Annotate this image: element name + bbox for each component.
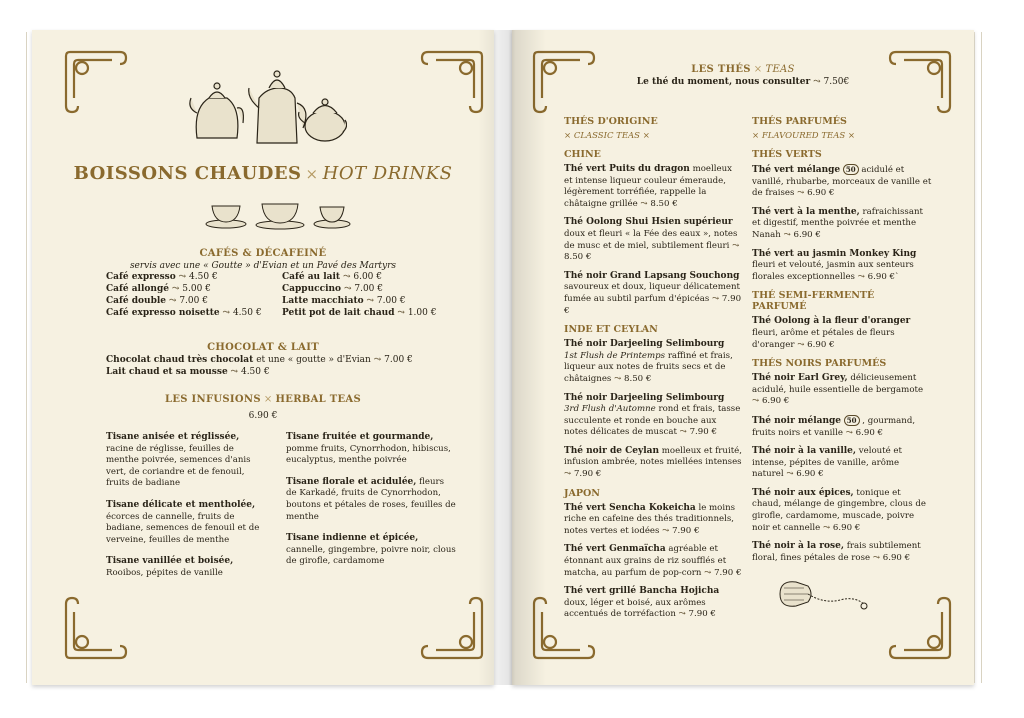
teas-flavoured-heading: THÉS PARFUMÉS xyxy=(752,116,847,127)
infusion-item xyxy=(286,477,456,523)
tea-item xyxy=(564,586,742,621)
tea-item-name: Thé noir Darjeeling Selimbourg xyxy=(564,392,725,403)
tea-item-desc: fleuri et velouté, jasmin aux senteurs florales exceptionnelles xyxy=(752,260,914,282)
chocolat-item-2-price: 4.50 € xyxy=(240,367,270,377)
arrow-icon: ⤳ xyxy=(845,427,853,438)
tea-item-price: 7.90 € xyxy=(689,427,717,438)
tea-item-name: Thé vert au jasmin Monkey King xyxy=(752,248,917,259)
arrow-icon: ⤳ xyxy=(797,339,805,350)
arrow-icon: ⤳ xyxy=(343,284,352,294)
page-title xyxy=(32,163,494,184)
infusion-item-desc: Rooibos, pépites de vanille xyxy=(106,567,223,578)
cafe-item xyxy=(106,283,276,295)
tea-item-name: Thé noir aux épices, xyxy=(752,487,854,498)
tea-infuser-illustration xyxy=(774,574,870,614)
cafes-list-left xyxy=(106,271,276,319)
cafe-item xyxy=(282,271,482,283)
chocolat-item-2 xyxy=(106,366,486,378)
infusion-item xyxy=(286,533,456,568)
tea-item-name: Thé vert mélange xyxy=(752,165,841,175)
tea-item xyxy=(752,207,932,242)
cafe-item-price: 5.00 € xyxy=(182,284,211,294)
cups-illustration xyxy=(204,198,354,230)
arrow-icon: ⤳ xyxy=(366,296,375,306)
tea-item-price: 6.90 € xyxy=(882,552,911,563)
teas-origin-subheading: × CLASSIC TEAS × xyxy=(564,131,650,141)
tea-item xyxy=(564,544,742,579)
cafe-item-name: Café double xyxy=(106,296,167,306)
tea-item-desc: savoureux et doux, liqueur délicatement fumée au subtil parfum d'épicéas xyxy=(564,282,740,304)
corner-ornament-top-right xyxy=(420,44,490,114)
infusions-column-2 xyxy=(286,432,456,578)
tea-item-desc: tonique et chaud, mélange de gingembre, clous de girofle, cardamome, muscade, poivre noir et cannelle xyxy=(752,487,926,533)
infusion-item-name: Tisane anisée et réglissée, xyxy=(106,432,240,442)
tea-item xyxy=(564,217,742,263)
tea-item-badge: 50 xyxy=(843,164,859,175)
tea-item-desc: doux, léger et boisé, aux arômes accentués de torréfaction xyxy=(564,597,706,620)
teas-heading-sep: × xyxy=(753,64,763,75)
cafe-item xyxy=(106,295,276,307)
infusion-item-desc: racine de réglisse, feuilles de menthe poivrée, semences d'anis vert, de coriandre et de fenouil, fruits de badiane xyxy=(106,443,251,489)
cafe-item-price: 7.00 € xyxy=(354,284,383,294)
cafes-note: servis avec une « Goutte » d'Evian et un Pavé des Martyrs xyxy=(129,261,397,271)
arrow-icon: ⤳ xyxy=(679,427,687,438)
semi-fermented-heading: THÉ SEMI-FERMENTÉ PARFUMÉ xyxy=(752,290,875,313)
tea-item xyxy=(752,249,932,284)
tea-item-price: 8.50 € xyxy=(624,373,652,384)
infusion-item-name: Tisane vanillée et boisée, xyxy=(106,556,234,567)
arrow-icon: ⤳ xyxy=(222,308,231,318)
tea-item-price: 7.90 € xyxy=(688,609,716,620)
tea-item-name: Thé vert grillé Bancha Hojicha xyxy=(564,586,720,597)
tea-item xyxy=(752,164,932,200)
tea-item-desc: fleuri, arôme et pétales de fleurs d'oranger xyxy=(752,327,895,350)
green-teas-heading: THÉS VERTS xyxy=(752,149,822,160)
tea-item xyxy=(564,446,742,481)
tea-item-price: 8.50 € xyxy=(650,198,678,209)
arrow-icon: ⤳ xyxy=(786,469,794,480)
tea-item xyxy=(752,373,932,408)
arrow-icon: ⤳ xyxy=(732,240,740,251)
infusions-price: 6.90 € xyxy=(248,411,278,421)
chocolat-item-2-name: Lait chaud et sa mousse xyxy=(106,367,228,377)
left-page xyxy=(32,30,494,685)
infusion-item-desc: écorces de cannelle, fruits de badiane, semences de fenouil et de verveine, feuilles de menthe xyxy=(106,511,260,545)
arrow-icon: ⤳ xyxy=(797,188,805,199)
infusion-item-name: Tisane délicate et mentholée, xyxy=(106,499,256,510)
right-page-edges xyxy=(974,32,982,683)
tea-item-desc: frais subtilement floral, fines pétales de rose xyxy=(752,541,921,563)
arrow-icon: ⤳ xyxy=(342,272,351,282)
arrow-icon: ⤳ xyxy=(857,271,865,282)
tea-item-price: 6.90 € xyxy=(761,396,790,407)
tea-item xyxy=(752,415,932,439)
tea-item-desc: agréable et étonnant aux grains de riz soufflés et matcha, au parfum de pop-corn xyxy=(564,544,727,578)
cafe-item-name: Café allongé xyxy=(106,284,169,294)
infusions-heading-sep: × xyxy=(263,394,273,405)
arrow-icon: ⤳ xyxy=(373,355,382,365)
tea-item-desc: doux et fleuri « la Fée des eaux », notes de musc et de miel, subtilement fleuri xyxy=(564,228,738,251)
tea-item xyxy=(564,393,742,439)
cafe-item-price: 6.00 € xyxy=(353,272,382,282)
arrow-icon: ⤳ xyxy=(178,272,187,282)
tea-item-name: Thé noir mélange xyxy=(752,415,842,426)
tea-item-name: Thé noir à la vanille, xyxy=(752,446,857,457)
tea-item-price: 6.90 € xyxy=(855,427,884,438)
black-teas-heading: THÉS NOIRS PARFUMÉS xyxy=(752,358,887,370)
cafe-item-name: Café au lait xyxy=(282,272,341,282)
tea-item-name: Thé noir Grand Lapsang Souchong xyxy=(564,270,740,281)
tea-item-desc: acidulé et vanillé, rhubarbe, morceaux de vanille et de fraises xyxy=(752,165,932,199)
arrow-icon: ⤳ xyxy=(397,308,405,318)
tea-item-price: 6.90 € xyxy=(793,229,821,240)
chocolat-heading: CHOCOLAT & LAIT xyxy=(207,342,319,353)
region-china-heading: CHINE xyxy=(564,149,601,160)
corner-ornament-bottom-right xyxy=(888,596,958,666)
corner-ornament-bottom-left xyxy=(58,596,128,666)
arrow-icon: ⤳ xyxy=(872,552,881,563)
tea-item-name: Thé Oolong à la fleur d'oranger xyxy=(752,316,911,327)
tea-item xyxy=(564,503,742,538)
infusions-heading-fr: LES INFUSIONS xyxy=(164,394,261,405)
region-japan-heading: JAPON xyxy=(564,487,600,499)
teapots-illustration xyxy=(187,68,347,148)
tea-item-price: 6.90 € xyxy=(807,188,835,199)
cafe-item-price: 4.50 € xyxy=(189,272,218,282)
tea-item-flush: 3rd Flush d'Automne xyxy=(564,404,656,415)
tea-item-desc: rond et frais, tasse succulente et ronde en bouche aux notes délicates de muscat xyxy=(564,404,741,438)
cafe-item xyxy=(106,271,276,283)
infusions-column-1 xyxy=(106,432,266,590)
infusion-item xyxy=(106,500,266,546)
arrow-icon: ⤳ xyxy=(614,373,622,384)
tea-item-desc: velouté et intense, pépites de vanille, arôme naturel xyxy=(752,446,902,480)
tea-item-price: 6.90 €` xyxy=(867,271,900,282)
tea-item-price: 6.90 € xyxy=(832,522,861,533)
tea-item-price: 6.90 € xyxy=(807,339,835,350)
tea-of-the-moment-price: 7.50€ xyxy=(823,77,850,87)
tea-item-desc: , gourmand, fruits noirs et vanille xyxy=(752,415,916,438)
infusion-item-desc: pomme fruits, Cynorrhodon, hibiscus, eucalyptus, menthe poivrée xyxy=(286,443,451,466)
title-en: HOT DRINKS xyxy=(322,163,453,184)
title-fr: BOISSONS CHAUDES xyxy=(73,163,302,184)
tea-item-desc: rafraichissant et digestif, menthe poivrée et menthe Nanah xyxy=(752,206,923,240)
tea-item xyxy=(564,339,742,385)
tea-item-price: 7.90 € xyxy=(573,469,602,480)
arrow-icon: ⤳ xyxy=(711,293,720,304)
tea-of-the-moment xyxy=(512,76,974,88)
cafe-item xyxy=(282,295,482,307)
arrow-icon: ⤳ xyxy=(230,367,239,377)
tea-item-price: 7.90 € xyxy=(564,293,742,316)
cafe-item xyxy=(282,307,482,319)
tea-item xyxy=(752,541,932,564)
arrow-icon: ⤳ xyxy=(704,567,712,578)
tea-item-badge: 50 xyxy=(844,415,860,426)
infusion-item-name: Tisane indienne et épicée, xyxy=(286,533,419,544)
tea-item-name: Thé vert Puits du dragon xyxy=(564,164,690,174)
arrow-icon: ⤳ xyxy=(783,229,791,240)
arrow-icon: ⤳ xyxy=(822,522,831,533)
corner-ornament-bottom-right xyxy=(420,596,490,666)
tea-item xyxy=(752,488,932,534)
tea-item-desc: le moins riche en cafeine des thés traditionnels, notes vertes et iodées xyxy=(564,502,736,536)
tea-item-name: Thé noir Earl Grey, xyxy=(752,373,848,384)
arrow-icon: ⤳ xyxy=(564,469,572,480)
infusion-item-desc: cannelle, gingembre, poivre noir, clous de girofle, cardamome xyxy=(286,544,456,567)
arrow-icon: ⤳ xyxy=(752,396,760,407)
tea-item-name: Thé noir Darjeeling Selimbourg xyxy=(564,339,725,350)
teas-origin-column xyxy=(564,110,742,628)
teas-heading-fr: LES THÉS xyxy=(691,64,751,75)
tea-item xyxy=(752,316,932,351)
cafe-item-name: Cappuccino xyxy=(282,284,342,294)
tea-item-desc: délicieusement acidulé, huile essentielle de bergamote xyxy=(752,373,924,395)
tea-item-price: 8.50 € xyxy=(564,252,592,263)
corner-ornament-top-left xyxy=(58,44,128,114)
tea-item-flush: 1st Flush de Printemps xyxy=(564,350,666,361)
infusion-item xyxy=(106,556,266,579)
chocolat-item-1-name: Chocolat chaud très chocolat xyxy=(106,355,254,365)
infusion-item-name: Tisane fruitée et gourmande, xyxy=(286,432,434,442)
infusion-item xyxy=(286,432,456,467)
tea-item xyxy=(752,446,932,481)
infusions-heading-en: HERBAL TEAS xyxy=(275,394,361,405)
tea-item-name: Thé Oolong Shui Hsien supérieur xyxy=(564,217,733,228)
tea-item xyxy=(564,164,742,210)
teas-heading xyxy=(512,64,974,75)
cafes-heading: CAFÉS & DÉCAFEINÉ xyxy=(199,248,327,259)
infusions-heading xyxy=(32,394,494,405)
tea-item-price: 7.90 € xyxy=(672,525,700,536)
teas-origin-heading: THÉS D'ORIGINE xyxy=(564,116,658,127)
arrow-icon: ⤳ xyxy=(678,609,686,620)
teas-flavoured-column xyxy=(752,110,932,571)
title-sep: × xyxy=(305,165,319,183)
cafe-item-name: Café expresso noisette xyxy=(106,308,220,318)
arrow-icon: ⤳ xyxy=(171,284,180,294)
infusion-item-desc: fleurs de Karkadé, fruits de Cynorrhodon, boutons et pétales de roses, feuilles de menthe xyxy=(286,476,456,522)
tea-item-desc: moelleux et fruité, infusion ambrée, notes miellées intenses xyxy=(564,445,742,468)
infusion-item xyxy=(106,432,266,490)
right-page xyxy=(512,30,974,685)
teas-flavoured-subheading: × FLAVOURED TEAS × xyxy=(752,131,855,141)
tea-item xyxy=(564,271,742,317)
tea-item-name: Thé vert à la menthe, xyxy=(752,206,860,217)
tea-item-name: Thé vert Sencha Kokeicha xyxy=(564,502,696,513)
tea-item-desc: moelleux et intense liqueur couleur émeraude, légèrement torréfiée, rappelle la châtaigne grillée xyxy=(564,164,732,209)
chocolat-item-1-rest: et une « goutte » d'Evian xyxy=(256,355,371,365)
cafe-item-price: 4.50 € xyxy=(232,308,262,318)
chocolat-item-1 xyxy=(106,354,486,366)
cafe-item-name: Latte macchiato xyxy=(282,296,364,306)
tea-item-name: Thé noir à la rose, xyxy=(752,541,844,552)
cafes-list-right xyxy=(282,271,482,319)
cafe-item-name: Petit pot de lait chaud xyxy=(282,308,395,318)
cafe-item-price: 7.00 € xyxy=(179,296,208,306)
cafe-item xyxy=(106,307,276,319)
arrow-icon: ⤳ xyxy=(640,198,648,209)
arrow-icon: ⤳ xyxy=(168,296,177,306)
cafe-item-name: Café expresso xyxy=(106,272,176,282)
tea-item-desc: raffiné et frais, liqueur aux notes de fruits secs et de châtaignes xyxy=(564,350,733,384)
infusion-item-name: Tisane florale et acidulée, xyxy=(286,476,417,487)
tea-item-price: 6.90 € xyxy=(796,469,824,480)
cafe-item-price: 1.00 € xyxy=(407,308,437,318)
arrow-icon: ⤳ xyxy=(662,525,670,536)
cafe-item xyxy=(282,283,482,295)
tea-item-name: Thé vert Genmaïcha xyxy=(564,544,666,555)
region-india-ceylon-heading: INDE ET CEYLAN xyxy=(564,324,658,336)
tea-of-the-moment-label: Le thé du moment, nous consulter xyxy=(636,77,811,87)
tea-item-name: Thé noir de Ceylan xyxy=(564,445,660,456)
cafe-item-price: 7.00 € xyxy=(376,296,406,306)
arrow-icon: ⤳ xyxy=(813,77,821,87)
tea-item-price: 7.90 € xyxy=(714,567,742,578)
chocolat-item-1-price: 7.00 € xyxy=(384,355,413,365)
teas-heading-en: TEAS xyxy=(765,64,795,75)
